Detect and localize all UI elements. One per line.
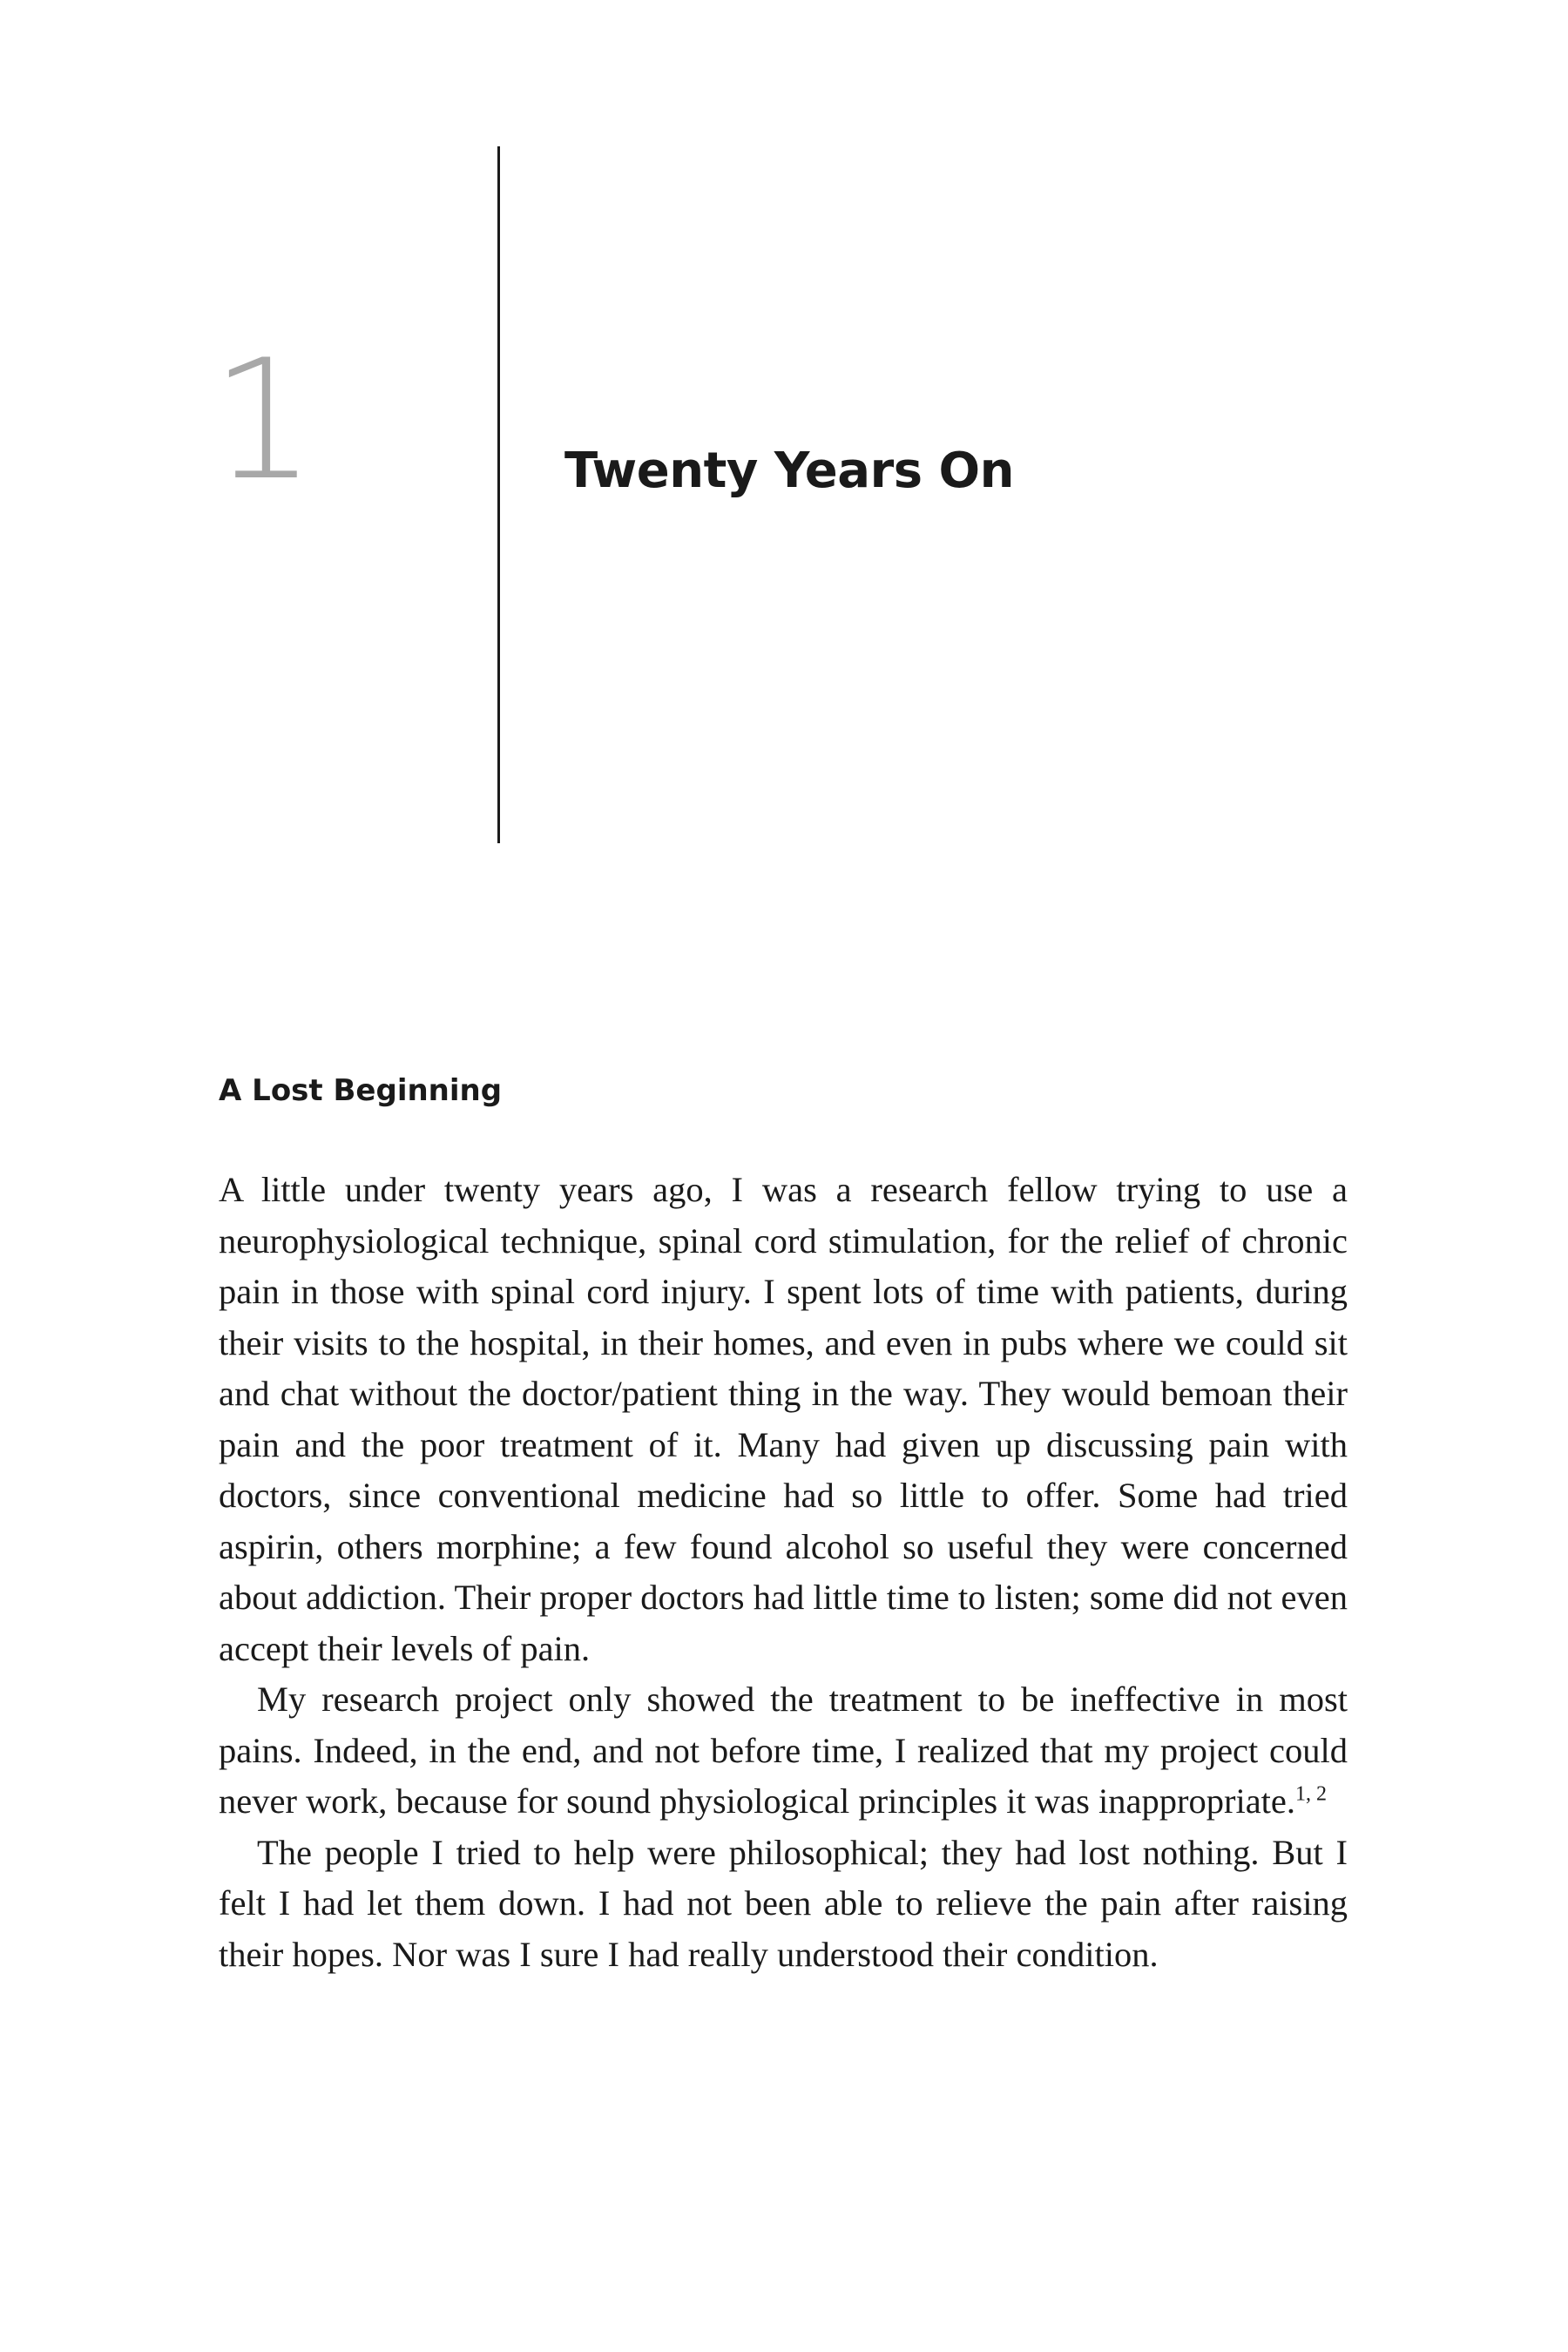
paragraph-1-text: A little under twenty years ago, I was a research fellow trying to use a neurophysiological technique, spinal cord stimulation, for the relief of chronic pain in those with spinal cord injury. I spent lots of time with patients, during their visits to the hospital, in their homes, and even in pubs where we could sit and chat without the doctor/patient thing in the way. They would bemoan their pain and the poor treatment of it. Many had given up discussing pain with doctors, since conventional medicine had so little to offer. Some had tried aspirin, others morphine; a few found alcohol so useful they were concerned about addiction. Their proper doctors had little time to listen; some did not even accept their levels of pain. bbox=[219, 1170, 1348, 1668]
paragraph-2-text: My research project only showed the treatment to be ineffective in most pains. Indeed, in the end, and not before time, I realized that my project could never work, because for sound physiological principles it was inappropriate. bbox=[219, 1680, 1348, 1821]
paragraph-1 bbox=[219, 1165, 1348, 1674]
body-text bbox=[219, 1165, 1348, 1980]
paragraph-2 bbox=[219, 1674, 1348, 1828]
paragraph-3 bbox=[219, 1828, 1348, 1981]
section-heading: A Lost Beginning bbox=[219, 1073, 503, 1108]
chapter-divider-rule bbox=[497, 146, 500, 843]
paragraph-3-text: The people I tried to help were philosophical; they had lost nothing. But I felt I had let them down. I had not been able to relieve the pain after raising their hopes. Nor was I sure I had really understood their condition. bbox=[219, 1832, 1348, 1974]
footnote-reference[interactable]: 1, 2 bbox=[1295, 1782, 1328, 1806]
chapter-number: 1 bbox=[211, 324, 314, 517]
chapter-title: Twenty Years On bbox=[564, 443, 1014, 499]
